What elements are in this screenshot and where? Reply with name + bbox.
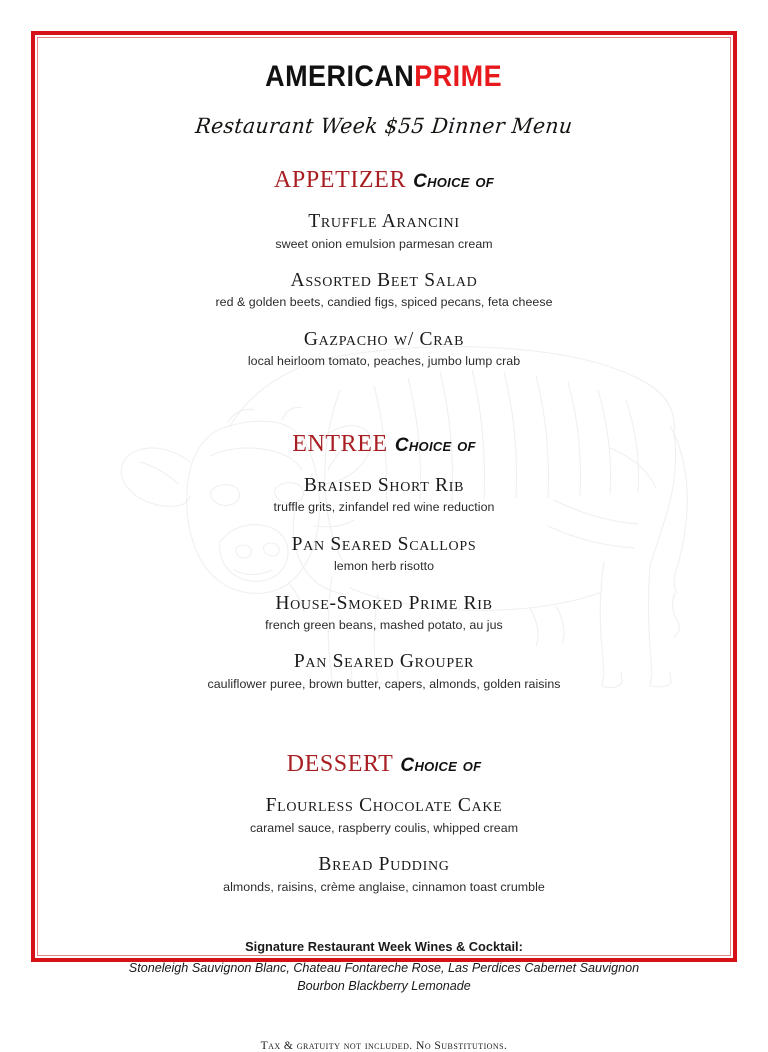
section-suffix-appetizer: Choice of [413,171,494,192]
signature-wines-list: Stoneleigh Sauvignon Blanc, Chateau Fontareche Rose, Las Perdices Cabernet Sauvignon [128,960,640,975]
menu-item-description: lemon herb risotto [333,559,435,574]
menu-item-description: french green beans, mashed potato, au jus [265,618,503,633]
brand-word-prime: PRIME [414,60,503,93]
section-title-dessert: DESSERT [286,751,394,778]
disclaimer-note: Tax & gratuity not included. No Substitutions. [260,1039,508,1052]
signature-drinks-block [44,941,724,992]
section-heading-appetizer [44,168,724,192]
menu-item-name: Pan Seared Scallops [291,533,477,555]
menu-item-description: caramel sauce, raspberry coulis, whipped cream [249,820,519,835]
menu-item [44,476,724,514]
menu-item-name: Assorted Beet Salad [290,269,478,291]
menu-item-description: sweet onion emulsion parmesan cream [275,236,493,251]
menu-item [44,212,724,250]
menu-item-name: House-Smoked Prime Rib [275,592,493,614]
menu-item [44,330,724,368]
menu-item-name: Braised Short Rib [303,474,465,496]
section-title-entree: ENTREE [292,430,388,457]
menu-item [44,652,724,690]
menu-item-description: truffle grits, zinfandel red wine reduction [273,500,495,515]
menu-item-description: almonds, raisins, crème anglaise, cinnamon toast crumble [223,879,545,894]
menu-item [44,594,724,632]
menu-item [44,535,724,573]
menu-item-description: cauliflower puree, brown butter, capers, almonds, golden raisins [207,676,561,691]
menu-item [44,796,724,834]
section-heading-dessert [44,752,724,776]
menu-item-name: Gazpacho w/ Crab [303,328,465,350]
menu-item-description: red & golden beets, candied figs, spiced pecans, feta cheese [215,295,553,310]
signature-drinks-heading: Signature Restaurant Week Wines & Cocktail: [245,939,523,955]
signature-cocktail: Bourbon Blackberry Lemonade [297,978,471,993]
menu-item-name: Pan Seared Grouper [293,651,475,673]
restaurant-logo [44,0,724,92]
menu-item-name: Truffle Arancini [308,211,460,232]
section-suffix-entree: Choice of [394,434,476,456]
menu-sheet [44,0,724,1052]
menu-item [44,855,724,893]
section-title-appetizer: APPETIZER [273,167,407,193]
menu-item-name: Bread Pudding [318,854,450,876]
section-suffix-dessert: Choice of [400,755,482,777]
brand-word-american: AMERICAN [265,60,415,93]
menu-item [44,271,724,309]
section-heading-entree [44,432,724,456]
menu-item-name: Flourless Chocolate Cake [265,795,503,817]
menu-item-description: local heirloom tomato, peaches, jumbo lump crab [247,354,521,369]
menu-subtitle: Restaurant Week $55 Dinner Menu [194,114,574,138]
